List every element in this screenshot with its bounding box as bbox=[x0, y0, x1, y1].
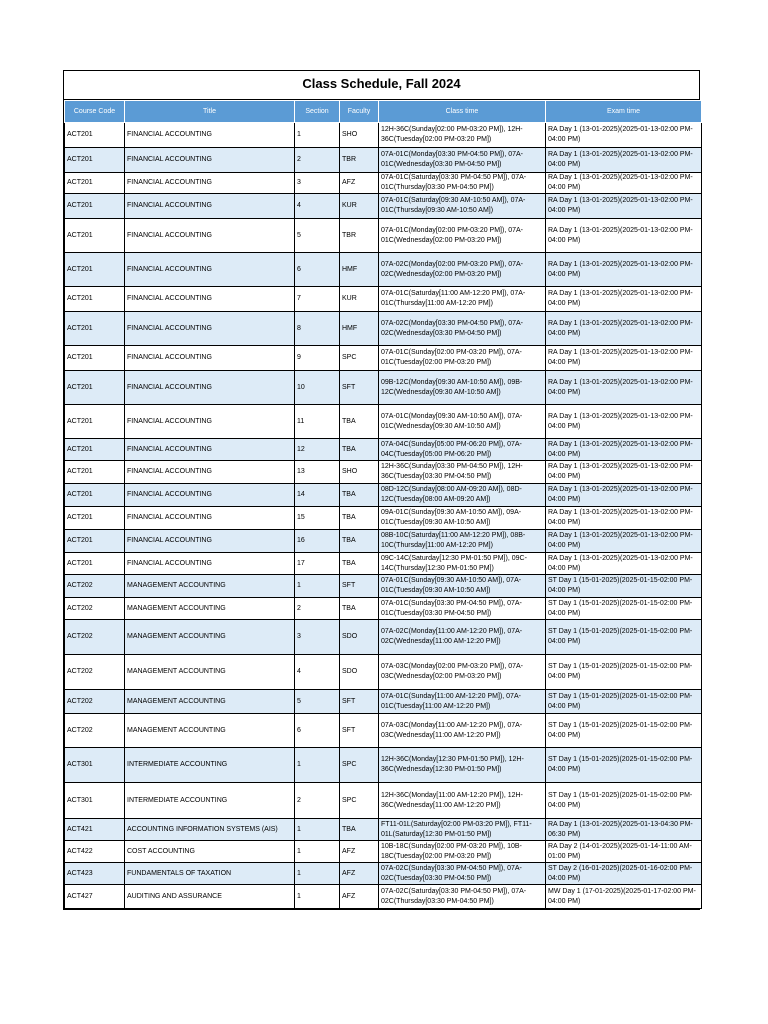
section-cell: 5 bbox=[295, 219, 340, 253]
title-cell: FINANCIAL ACCOUNTING bbox=[125, 439, 295, 461]
section-cell: 12 bbox=[295, 439, 340, 461]
table-row bbox=[65, 530, 702, 553]
table-row bbox=[65, 148, 702, 173]
table-row bbox=[65, 620, 702, 655]
section-cell: 5 bbox=[295, 690, 340, 714]
section-cell: 7 bbox=[295, 287, 340, 312]
course-code-cell: ACT202 bbox=[65, 598, 125, 620]
table-row bbox=[65, 371, 702, 405]
section-cell: 1 bbox=[295, 841, 340, 863]
faculty-cell: SFT bbox=[340, 371, 379, 405]
header-exam-time: Exam time bbox=[546, 101, 702, 123]
class-time-cell: 08B-10C(Saturday[11:00 AM-12:20 PM]), 08B-10C(Thursday[11:00 AM-12:20 PM]) bbox=[379, 530, 546, 553]
exam-time-cell: RA Day 1 (13-01-2025)(2025-01-13-02:00 PM-04:00 PM) bbox=[546, 461, 702, 484]
header-title: Title bbox=[125, 101, 295, 123]
course-code-cell: ACT422 bbox=[65, 841, 125, 863]
table-row bbox=[65, 690, 702, 714]
course-code-cell: ACT202 bbox=[65, 620, 125, 655]
faculty-cell: TBA bbox=[340, 598, 379, 620]
faculty-cell: SFT bbox=[340, 714, 379, 748]
course-code-cell: ACT201 bbox=[65, 253, 125, 287]
course-code-cell: ACT202 bbox=[65, 714, 125, 748]
faculty-cell: AFZ bbox=[340, 841, 379, 863]
exam-time-cell: RA Day 1 (13-01-2025)(2025-01-13-02:00 PM-04:00 PM) bbox=[546, 173, 702, 194]
title-cell: FINANCIAL ACCOUNTING bbox=[125, 405, 295, 439]
table-row bbox=[65, 885, 702, 909]
course-code-cell: ACT202 bbox=[65, 575, 125, 598]
course-code-cell: ACT202 bbox=[65, 655, 125, 690]
course-code-cell: ACT201 bbox=[65, 405, 125, 439]
faculty-cell: AFZ bbox=[340, 173, 379, 194]
table-row bbox=[65, 655, 702, 690]
faculty-cell: KUR bbox=[340, 194, 379, 219]
faculty-cell: KUR bbox=[340, 287, 379, 312]
exam-time-cell: RA Day 1 (13-01-2025)(2025-01-13-02:00 PM-04:00 PM) bbox=[546, 484, 702, 507]
faculty-cell: HMF bbox=[340, 312, 379, 346]
exam-time-cell: ST Day 1 (15-01-2025)(2025-01-15-02:00 PM-04:00 PM) bbox=[546, 620, 702, 655]
table-row bbox=[65, 219, 702, 253]
course-code-cell: ACT201 bbox=[65, 312, 125, 346]
header-row bbox=[65, 101, 702, 123]
faculty-cell: HMF bbox=[340, 253, 379, 287]
section-cell: 1 bbox=[295, 819, 340, 841]
section-cell: 1 bbox=[295, 863, 340, 885]
header-section: Section bbox=[295, 101, 340, 123]
header-class-time: Class time bbox=[379, 101, 546, 123]
section-cell: 16 bbox=[295, 530, 340, 553]
table-row bbox=[65, 194, 702, 219]
title-cell: FINANCIAL ACCOUNTING bbox=[125, 312, 295, 346]
course-code-cell: ACT201 bbox=[65, 461, 125, 484]
faculty-cell: TBR bbox=[340, 148, 379, 173]
class-time-cell: 07A-02C(Sunday[03:30 PM-04:50 PM]), 07A-02C(Tuesday[03:30 PM-04:50 PM]) bbox=[379, 863, 546, 885]
class-time-cell: 07A-01C(Sunday[02:00 PM-03:20 PM]), 07A-01C(Tuesday[02:00 PM-03:20 PM]) bbox=[379, 346, 546, 371]
title-cell: FINANCIAL ACCOUNTING bbox=[125, 346, 295, 371]
class-time-cell: 07A-03C(Monday[02:00 PM-03:20 PM]), 07A-03C(Wednesday[02:00 PM-03:20 PM]) bbox=[379, 655, 546, 690]
faculty-cell: TBR bbox=[340, 219, 379, 253]
faculty-cell: TBA bbox=[340, 530, 379, 553]
exam-time-cell: ST Day 1 (15-01-2025)(2025-01-15-02:00 PM-04:00 PM) bbox=[546, 690, 702, 714]
faculty-cell: SHO bbox=[340, 461, 379, 484]
title-cell: COST ACCOUNTING bbox=[125, 841, 295, 863]
faculty-cell: SHO bbox=[340, 123, 379, 148]
exam-time-cell: RA Day 1 (13-01-2025)(2025-01-13-02:00 PM-04:00 PM) bbox=[546, 439, 702, 461]
course-code-cell: ACT201 bbox=[65, 194, 125, 219]
exam-time-cell: RA Day 1 (13-01-2025)(2025-01-13-04:30 PM-06:30 PM) bbox=[546, 819, 702, 841]
table-row bbox=[65, 714, 702, 748]
faculty-cell: TBA bbox=[340, 484, 379, 507]
class-time-cell: 12H-36C(Sunday[02:00 PM-03:20 PM]), 12H-36C(Tuesday[02:00 PM-03:20 PM]) bbox=[379, 123, 546, 148]
section-cell: 2 bbox=[295, 598, 340, 620]
exam-time-cell: MW Day 1 (17-01-2025)(2025-01-17-02:00 PM-04:00 PM) bbox=[546, 885, 702, 909]
exam-time-cell: RA Day 1 (13-01-2025)(2025-01-13-02:00 PM-04:00 PM) bbox=[546, 346, 702, 371]
class-time-cell: 12H-36C(Sunday[03:30 PM-04:50 PM]), 12H-36C(Tuesday[03:30 PM-04:50 PM]) bbox=[379, 461, 546, 484]
title-cell: FINANCIAL ACCOUNTING bbox=[125, 371, 295, 405]
exam-time-cell: ST Day 1 (15-01-2025)(2025-01-15-02:00 PM-04:00 PM) bbox=[546, 655, 702, 690]
header-faculty: Faculty bbox=[340, 101, 379, 123]
course-code-cell: ACT201 bbox=[65, 287, 125, 312]
class-time-cell: FT11-01L(Saturday[02:00 PM-03:20 PM]), FT11-01L(Saturday[12:30 PM-01:50 PM]) bbox=[379, 819, 546, 841]
course-code-cell: ACT201 bbox=[65, 530, 125, 553]
class-time-cell: 09A-01C(Sunday[09:30 AM-10:50 AM]), 09A-01C(Tuesday[09:30 AM-10:50 AM]) bbox=[379, 507, 546, 530]
table-row bbox=[65, 123, 702, 148]
exam-time-cell: RA Day 1 (13-01-2025)(2025-01-13-02:00 PM-04:00 PM) bbox=[546, 371, 702, 405]
section-cell: 2 bbox=[295, 148, 340, 173]
table-row bbox=[65, 598, 702, 620]
section-cell: 1 bbox=[295, 123, 340, 148]
exam-time-cell: RA Day 1 (13-01-2025)(2025-01-13-02:00 PM-04:00 PM) bbox=[546, 123, 702, 148]
table-row bbox=[65, 173, 702, 194]
exam-time-cell: RA Day 1 (13-01-2025)(2025-01-13-02:00 PM-04:00 PM) bbox=[546, 219, 702, 253]
class-time-cell: 07A-01C(Monday[03:30 PM-04:50 PM]), 07A-01C(Wednesday[03:30 PM-04:50 PM]) bbox=[379, 148, 546, 173]
faculty-cell: AFZ bbox=[340, 885, 379, 909]
course-code-cell: ACT201 bbox=[65, 173, 125, 194]
section-cell: 11 bbox=[295, 405, 340, 439]
class-time-cell: 07A-01C(Sunday[11:00 AM-12:20 PM]), 07A-01C(Tuesday[11:00 AM-12:20 PM]) bbox=[379, 690, 546, 714]
exam-time-cell: RA Day 1 (13-01-2025)(2025-01-13-02:00 PM-04:00 PM) bbox=[546, 148, 702, 173]
title-cell: FINANCIAL ACCOUNTING bbox=[125, 530, 295, 553]
class-time-cell: 07A-02C(Monday[03:30 PM-04:50 PM]), 07A-02C(Wednesday[03:30 PM-04:50 PM]) bbox=[379, 312, 546, 346]
class-time-cell: 08D-12C(Sunday[08:00 AM-09:20 AM]), 08D-12C(Tuesday[08:00 AM-09:20 AM]) bbox=[379, 484, 546, 507]
table-row bbox=[65, 312, 702, 346]
exam-time-cell: ST Day 1 (15-01-2025)(2025-01-15-02:00 PM-04:00 PM) bbox=[546, 598, 702, 620]
course-code-cell: ACT201 bbox=[65, 439, 125, 461]
section-cell: 1 bbox=[295, 575, 340, 598]
class-time-cell: 07A-01C(Sunday[03:30 PM-04:50 PM]), 07A-01C(Tuesday[03:30 PM-04:50 PM]) bbox=[379, 598, 546, 620]
course-code-cell: ACT301 bbox=[65, 783, 125, 819]
section-cell: 15 bbox=[295, 507, 340, 530]
title-cell: FINANCIAL ACCOUNTING bbox=[125, 553, 295, 575]
exam-time-cell: RA Day 1 (13-01-2025)(2025-01-13-02:00 PM-04:00 PM) bbox=[546, 530, 702, 553]
table-row bbox=[65, 346, 702, 371]
table-row bbox=[65, 461, 702, 484]
section-cell: 1 bbox=[295, 885, 340, 909]
title-cell: MANAGEMENT ACCOUNTING bbox=[125, 575, 295, 598]
class-time-cell: 07A-03C(Monday[11:00 AM-12:20 PM]), 07A-03C(Wednesday[11:00 AM-12:20 PM]) bbox=[379, 714, 546, 748]
table-row bbox=[65, 507, 702, 530]
exam-time-cell: RA Day 1 (13-01-2025)(2025-01-13-02:00 PM-04:00 PM) bbox=[546, 553, 702, 575]
title-cell: FINANCIAL ACCOUNTING bbox=[125, 507, 295, 530]
faculty-cell: SFT bbox=[340, 575, 379, 598]
class-time-cell: 07A-01C(Monday[09:30 AM-10:50 AM]), 07A-01C(Wednesday[09:30 AM-10:50 AM]) bbox=[379, 405, 546, 439]
title-cell: FINANCIAL ACCOUNTING bbox=[125, 173, 295, 194]
exam-time-cell: ST Day 1 (15-01-2025)(2025-01-15-02:00 PM-04:00 PM) bbox=[546, 714, 702, 748]
section-cell: 3 bbox=[295, 620, 340, 655]
title-cell: FINANCIAL ACCOUNTING bbox=[125, 123, 295, 148]
section-cell: 6 bbox=[295, 253, 340, 287]
faculty-cell: SDO bbox=[340, 620, 379, 655]
course-code-cell: ACT427 bbox=[65, 885, 125, 909]
course-code-cell: ACT201 bbox=[65, 553, 125, 575]
table-row bbox=[65, 287, 702, 312]
class-time-cell: 07A-04C(Sunday[05:00 PM-06:20 PM]), 07A-04C(Tuesday[05:00 PM-06:20 PM]) bbox=[379, 439, 546, 461]
class-time-cell: 07A-02C(Monday[02:00 PM-03:20 PM]), 07A-02C(Wednesday[02:00 PM-03:20 PM]) bbox=[379, 253, 546, 287]
table-row bbox=[65, 748, 702, 783]
faculty-cell: SPC bbox=[340, 748, 379, 783]
title-cell: FUNDAMENTALS OF TAXATION bbox=[125, 863, 295, 885]
class-time-cell: 07A-01C(Sunday[09:30 AM-10:50 AM]), 07A-01C(Tuesday[09:30 AM-10:50 AM]) bbox=[379, 575, 546, 598]
table-row bbox=[65, 405, 702, 439]
section-cell: 4 bbox=[295, 655, 340, 690]
class-time-cell: 07A-01C(Saturday[03:30 PM-04:50 PM]), 07A-01C(Thursday[03:30 PM-04:50 PM]) bbox=[379, 173, 546, 194]
course-code-cell: ACT421 bbox=[65, 819, 125, 841]
title-cell: FINANCIAL ACCOUNTING bbox=[125, 219, 295, 253]
title-cell: FINANCIAL ACCOUNTING bbox=[125, 253, 295, 287]
exam-time-cell: RA Day 1 (13-01-2025)(2025-01-13-02:00 PM-04:00 PM) bbox=[546, 253, 702, 287]
table-row bbox=[65, 841, 702, 863]
section-cell: 3 bbox=[295, 173, 340, 194]
section-cell: 10 bbox=[295, 371, 340, 405]
faculty-cell: SPC bbox=[340, 783, 379, 819]
exam-time-cell: RA Day 2 (14-01-2025)(2025-01-14-11:00 AM-01:00 PM) bbox=[546, 841, 702, 863]
table-row bbox=[65, 819, 702, 841]
title-cell: INTERMEDIATE ACCOUNTING bbox=[125, 783, 295, 819]
course-code-cell: ACT201 bbox=[65, 371, 125, 405]
section-cell: 1 bbox=[295, 748, 340, 783]
faculty-cell: SDO bbox=[340, 655, 379, 690]
title-cell: MANAGEMENT ACCOUNTING bbox=[125, 598, 295, 620]
faculty-cell: SPC bbox=[340, 346, 379, 371]
course-code-cell: ACT201 bbox=[65, 507, 125, 530]
title-cell: FINANCIAL ACCOUNTING bbox=[125, 194, 295, 219]
title-cell: ACCOUNTING INFORMATION SYSTEMS (AIS) bbox=[125, 819, 295, 841]
class-time-cell: 12H-36C(Monday[12:30 PM-01:50 PM]), 12H-36C(Wednesday[12:30 PM-01:50 PM]) bbox=[379, 748, 546, 783]
course-code-cell: ACT201 bbox=[65, 219, 125, 253]
course-code-cell: ACT201 bbox=[65, 346, 125, 371]
title-cell: FINANCIAL ACCOUNTING bbox=[125, 148, 295, 173]
class-time-cell: 07A-01C(Saturday[11:00 AM-12:20 PM]), 07A-01C(Thursday[11:00 AM-12:20 PM]) bbox=[379, 287, 546, 312]
section-cell: 13 bbox=[295, 461, 340, 484]
table-row bbox=[65, 253, 702, 287]
exam-time-cell: ST Day 2 (16-01-2025)(2025-01-16-02:00 PM-04:00 PM) bbox=[546, 863, 702, 885]
exam-time-cell: RA Day 1 (13-01-2025)(2025-01-13-02:00 PM-04:00 PM) bbox=[546, 312, 702, 346]
title-cell: FINANCIAL ACCOUNTING bbox=[125, 287, 295, 312]
section-cell: 14 bbox=[295, 484, 340, 507]
title-cell: AUDITING AND ASSURANCE bbox=[125, 885, 295, 909]
faculty-cell: TBA bbox=[340, 439, 379, 461]
title-cell: MANAGEMENT ACCOUNTING bbox=[125, 655, 295, 690]
course-code-cell: ACT423 bbox=[65, 863, 125, 885]
header-course-code: Course Code bbox=[65, 101, 125, 123]
table-row bbox=[65, 553, 702, 575]
exam-time-cell: ST Day 1 (15-01-2025)(2025-01-15-02:00 PM-04:00 PM) bbox=[546, 748, 702, 783]
class-time-cell: 12H-36C(Monday[11:00 AM-12:20 PM]), 12H-36C(Wednesday[11:00 AM-12:20 PM]) bbox=[379, 783, 546, 819]
class-time-cell: 10B-18C(Sunday[02:00 PM-03:20 PM]), 10B-18C(Tuesday[02:00 PM-03:20 PM]) bbox=[379, 841, 546, 863]
section-cell: 4 bbox=[295, 194, 340, 219]
section-cell: 6 bbox=[295, 714, 340, 748]
page-title: Class Schedule, Fall 2024 bbox=[64, 71, 699, 100]
course-code-cell: ACT201 bbox=[65, 484, 125, 507]
title-cell: INTERMEDIATE ACCOUNTING bbox=[125, 748, 295, 783]
title-cell: FINANCIAL ACCOUNTING bbox=[125, 461, 295, 484]
section-cell: 2 bbox=[295, 783, 340, 819]
class-time-cell: 07A-01C(Monday[02:00 PM-03:20 PM]), 07A-01C(Wednesday[02:00 PM-03:20 PM]) bbox=[379, 219, 546, 253]
course-code-cell: ACT301 bbox=[65, 748, 125, 783]
course-code-cell: ACT201 bbox=[65, 123, 125, 148]
exam-time-cell: RA Day 1 (13-01-2025)(2025-01-13-02:00 PM-04:00 PM) bbox=[546, 405, 702, 439]
class-time-cell: 09B-12C(Monday[09:30 AM-10:50 AM]), 09B-12C(Wednesday[09:30 AM-10:50 AM]) bbox=[379, 371, 546, 405]
schedule-sheet bbox=[63, 70, 700, 910]
section-cell: 17 bbox=[295, 553, 340, 575]
exam-time-cell: ST Day 1 (15-01-2025)(2025-01-15-02:00 PM-04:00 PM) bbox=[546, 783, 702, 819]
table-row bbox=[65, 783, 702, 819]
table-row bbox=[65, 439, 702, 461]
schedule-table bbox=[64, 100, 702, 909]
table-row bbox=[65, 484, 702, 507]
faculty-cell: TBA bbox=[340, 819, 379, 841]
table-row bbox=[65, 863, 702, 885]
faculty-cell: TBA bbox=[340, 553, 379, 575]
title-cell: MANAGEMENT ACCOUNTING bbox=[125, 620, 295, 655]
exam-time-cell: ST Day 1 (15-01-2025)(2025-01-15-02:00 PM-04:00 PM) bbox=[546, 575, 702, 598]
faculty-cell: SFT bbox=[340, 690, 379, 714]
course-code-cell: ACT202 bbox=[65, 690, 125, 714]
table-row bbox=[65, 575, 702, 598]
faculty-cell: TBA bbox=[340, 405, 379, 439]
class-time-cell: 07A-01C(Saturday[09:30 AM-10:50 AM]), 07A-01C(Thursday[09:30 AM-10:50 AM]) bbox=[379, 194, 546, 219]
title-cell: FINANCIAL ACCOUNTING bbox=[125, 484, 295, 507]
exam-time-cell: RA Day 1 (13-01-2025)(2025-01-13-02:00 PM-04:00 PM) bbox=[546, 287, 702, 312]
faculty-cell: AFZ bbox=[340, 863, 379, 885]
class-time-cell: 07A-02C(Monday[11:00 AM-12:20 PM]), 07A-02C(Wednesday[11:00 AM-12:20 PM]) bbox=[379, 620, 546, 655]
class-time-cell: 09C-14C(Saturday[12:30 PM-01:50 PM]), 09C-14C(Thursday[12:30 PM-01:50 PM]) bbox=[379, 553, 546, 575]
exam-time-cell: RA Day 1 (13-01-2025)(2025-01-13-02:00 PM-04:00 PM) bbox=[546, 507, 702, 530]
class-time-cell: 07A-02C(Saturday[03:30 PM-04:50 PM]), 07A-02C(Thursday[03:30 PM-04:50 PM]) bbox=[379, 885, 546, 909]
title-cell: MANAGEMENT ACCOUNTING bbox=[125, 714, 295, 748]
section-cell: 8 bbox=[295, 312, 340, 346]
section-cell: 9 bbox=[295, 346, 340, 371]
title-cell: MANAGEMENT ACCOUNTING bbox=[125, 690, 295, 714]
exam-time-cell: RA Day 1 (13-01-2025)(2025-01-13-02:00 PM-04:00 PM) bbox=[546, 194, 702, 219]
course-code-cell: ACT201 bbox=[65, 148, 125, 173]
faculty-cell: TBA bbox=[340, 507, 379, 530]
